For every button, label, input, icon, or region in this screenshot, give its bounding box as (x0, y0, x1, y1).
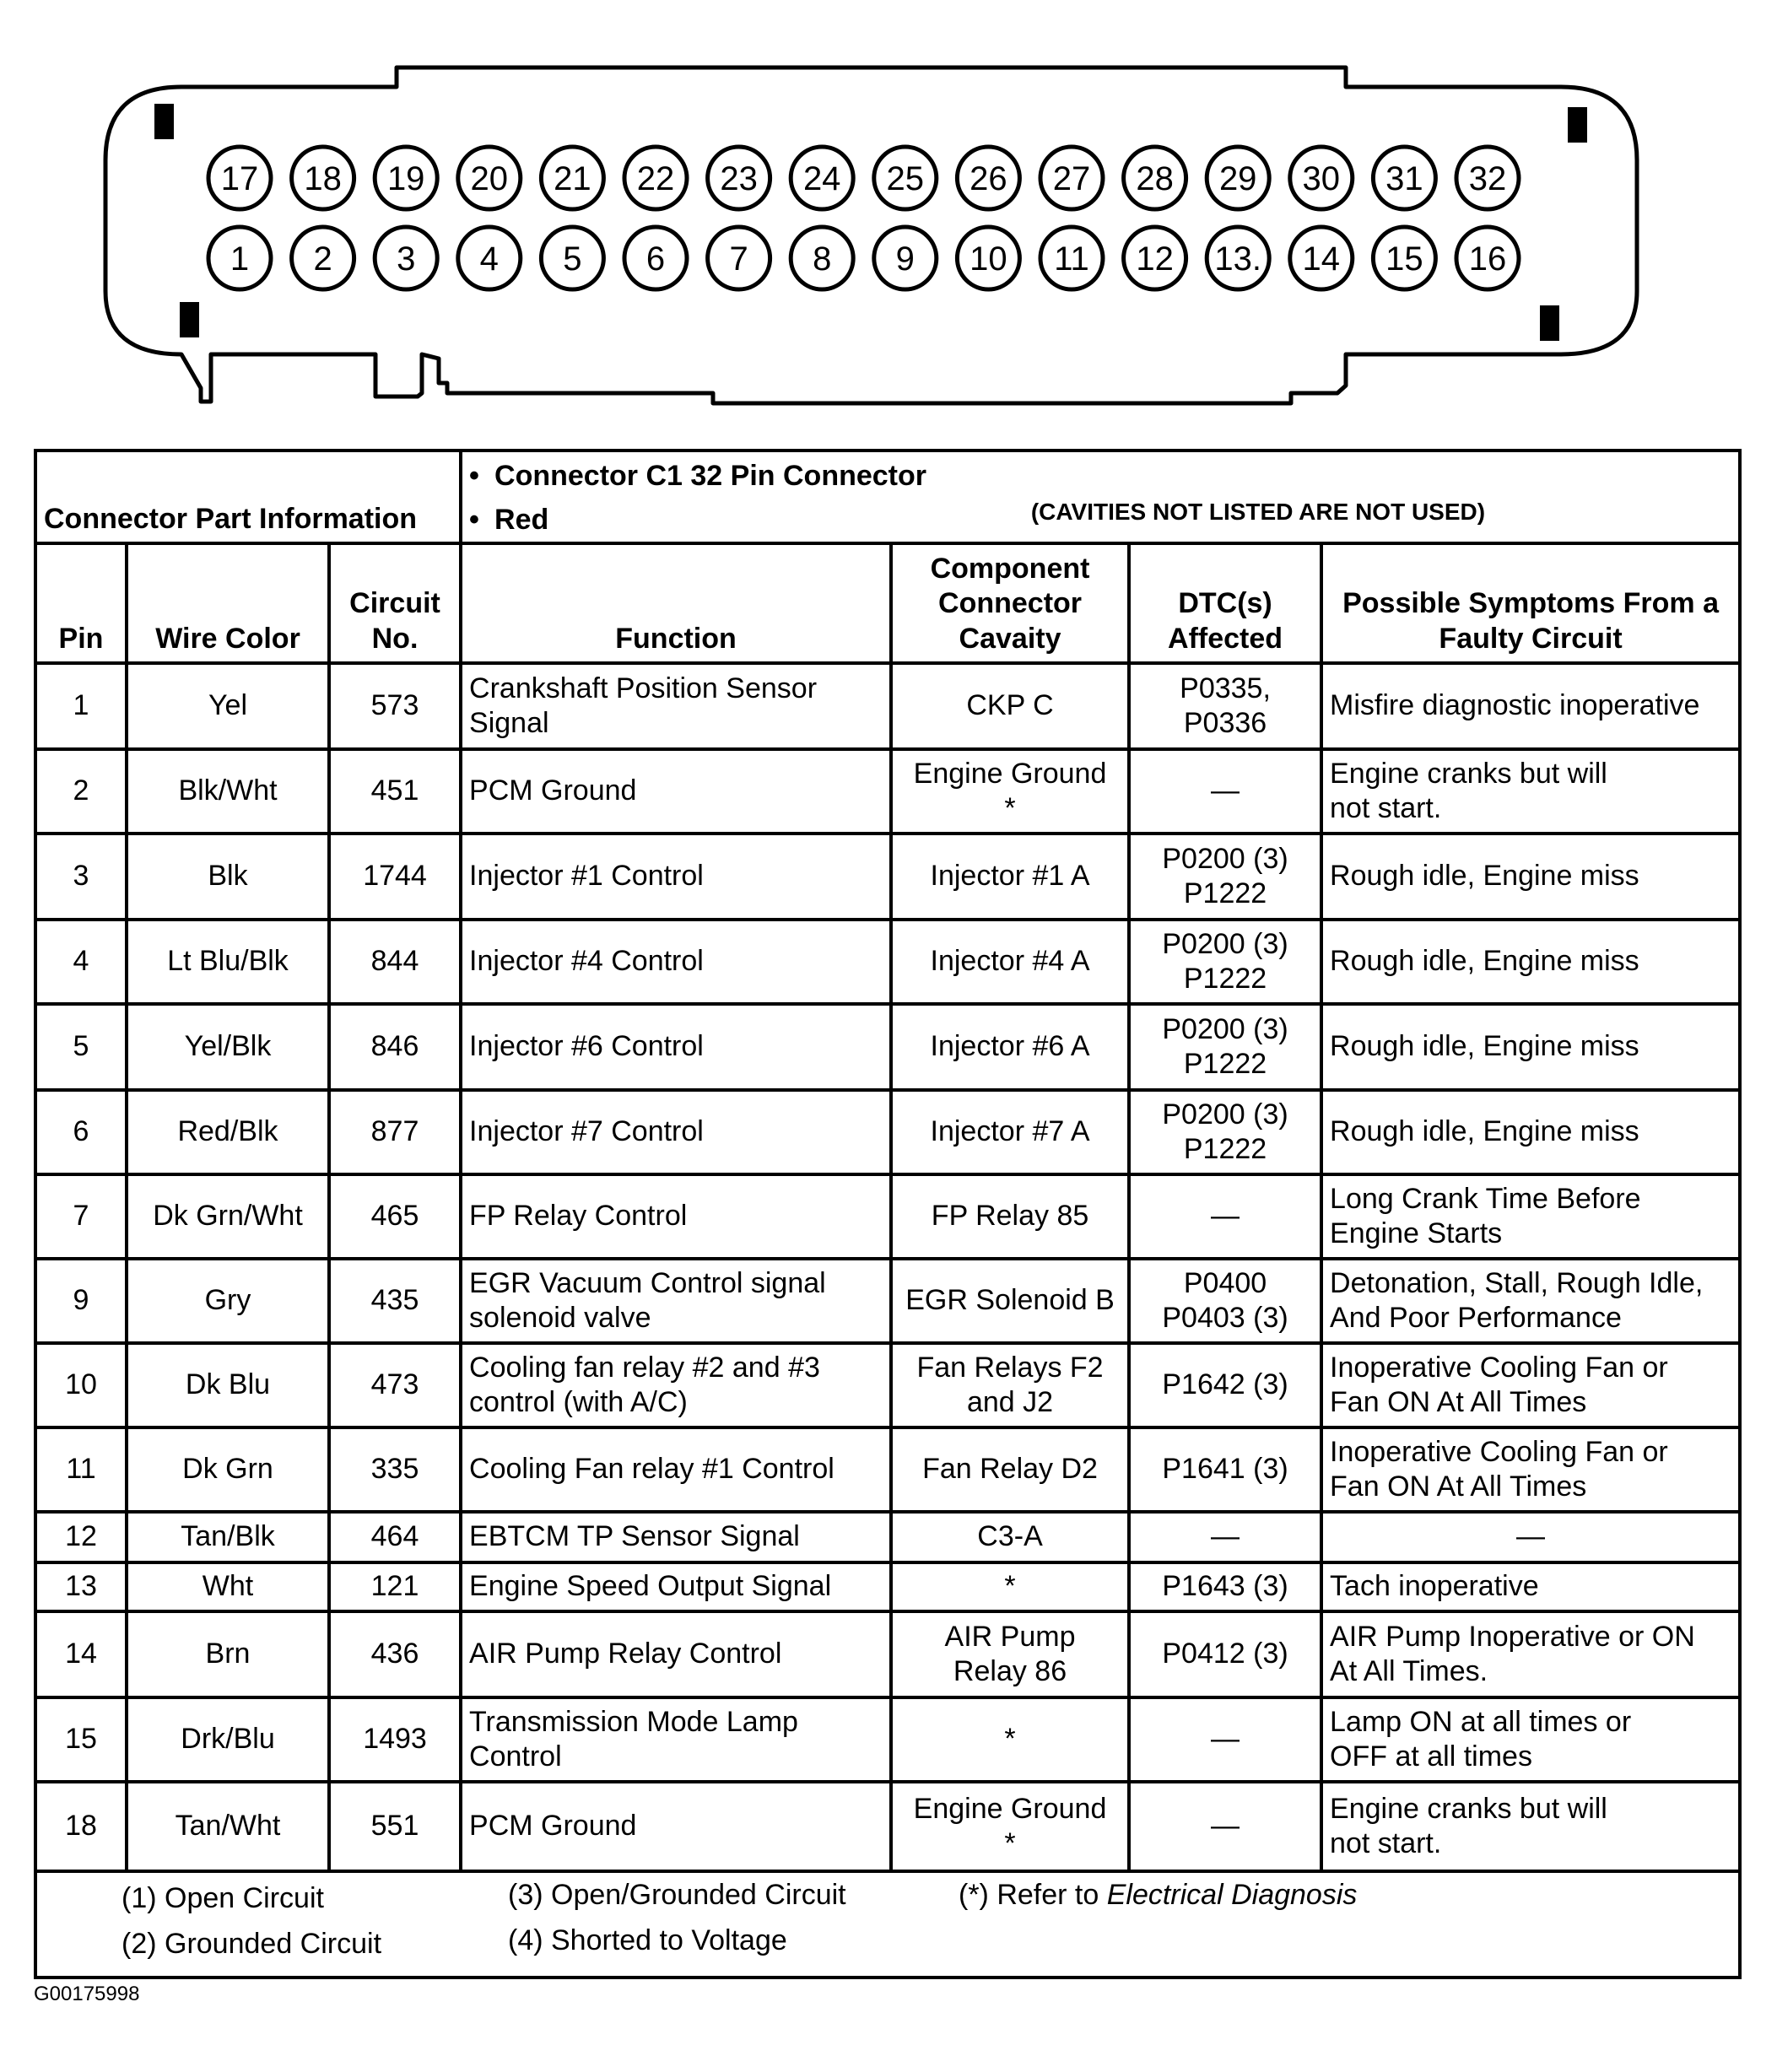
pin-cell: 3 (35, 834, 127, 920)
pin-cell: 18 (35, 1782, 127, 1871)
wire-color-cell: Brn (127, 1611, 329, 1697)
wire-color-cell: Dk Grn (127, 1427, 329, 1512)
symptom-cell (1321, 663, 1740, 749)
function-cell-line: PCM Ground (469, 1810, 637, 1843)
function-cell (461, 834, 891, 920)
header-circuit-no-line: Circuit (349, 587, 440, 620)
function-cell-line: AIR Pump Relay Control (469, 1638, 782, 1670)
pin-cell: 15 (35, 1697, 127, 1782)
cavity-cell (891, 1090, 1129, 1174)
legend-open-grounded: (3) Open/Grounded Circuit (508, 1879, 846, 1911)
dtc-cell (1129, 1782, 1321, 1871)
dtc-cell-line: P1641 (3) (1162, 1453, 1288, 1486)
cavity-cell (891, 1512, 1129, 1562)
function-cell-line: EGR Vacuum Control signal (469, 1266, 826, 1299)
latch-tab-bottom-right (1540, 305, 1559, 341)
function-cell (461, 1611, 891, 1697)
legend-grounded: (2) Grounded Circuit (122, 1928, 382, 1960)
circuit-cell: 464 (329, 1512, 461, 1562)
cavity-cell-line: * (1004, 1570, 1016, 1603)
header-symptoms (1321, 543, 1740, 663)
table-row (35, 1611, 1740, 1697)
cavity-cell (891, 1562, 1129, 1611)
pin-number: 24 (802, 160, 841, 197)
circuit-cell: 465 (329, 1174, 461, 1259)
header-dtc-line: Affected (1168, 622, 1283, 655)
table-row (35, 1427, 1740, 1512)
symptom-cell (1321, 1090, 1740, 1174)
symptom-cell-line: Rough idle, Engine miss (1330, 1115, 1639, 1148)
dtc-cell-line: P0200 (3) (1162, 1012, 1288, 1045)
table-row (35, 1512, 1740, 1562)
pin-cell: 12 (35, 1512, 127, 1562)
symptom-cell (1321, 1174, 1740, 1259)
cavity-cell-line: Injector #7 A (930, 1115, 1090, 1148)
dtc-cell-line: — (1211, 1200, 1240, 1233)
header-function: Function (461, 543, 891, 663)
circuit-cell: 436 (329, 1611, 461, 1697)
cavity-cell (891, 834, 1129, 920)
pin-number: 4 (479, 240, 499, 278)
pin-number: 15 (1385, 240, 1423, 278)
header-circuit-no (329, 543, 461, 663)
circuit-cell: 435 (329, 1259, 461, 1343)
dtc-cell (1129, 1090, 1321, 1174)
function-cell-line: EBTCM TP Sensor Signal (469, 1520, 800, 1553)
pin-number: 27 (1052, 160, 1091, 197)
header-dtc (1129, 543, 1321, 663)
cavity-cell (891, 663, 1129, 749)
circuit-cell: 877 (329, 1090, 461, 1174)
pin-table (34, 449, 1742, 1979)
wire-color-cell: Tan/Wht (127, 1782, 329, 1871)
cavity-cell-line: and J2 (966, 1386, 1054, 1418)
pin-row-top (208, 147, 1519, 209)
pin-number: 25 (886, 160, 925, 197)
wire-color-cell: Blk/Wht (127, 749, 329, 834)
pin-number: 22 (636, 160, 675, 197)
header-circuit-no-line: No. (371, 622, 419, 655)
dtc-cell (1129, 1427, 1321, 1512)
symptom-cell (1321, 1427, 1740, 1512)
cavity-cell-line: AIR Pump (944, 1620, 1076, 1653)
symptom-cell-line: Engine Starts (1330, 1217, 1503, 1249)
cavity-cell-line: CKP C (966, 689, 1054, 722)
circuit-cell: 451 (329, 749, 461, 834)
symptom-cell (1321, 1512, 1740, 1562)
pin-number: 16 (1468, 240, 1507, 278)
dtc-cell-line: P1222 (1183, 1048, 1267, 1080)
symptom-cell-line: Fan ON At All Times (1330, 1470, 1587, 1503)
function-cell-line: FP Relay Control (469, 1200, 688, 1233)
wire-color-cell: Yel/Blk (127, 1004, 329, 1090)
function-cell (461, 1562, 891, 1611)
circuit-cell: 1744 (329, 834, 461, 920)
function-cell (461, 749, 891, 834)
symptom-cell (1321, 1697, 1740, 1782)
cavity-cell-line: * (1004, 1723, 1016, 1756)
table-row (35, 1004, 1740, 1090)
function-cell-line: solenoid valve (469, 1302, 651, 1334)
part-info-item: • Connector C1 32 Pin Connector (469, 454, 1731, 498)
symptom-cell-line: not start. (1330, 1827, 1442, 1859)
legend-refer-prefix: (*) Refer to (959, 1879, 1107, 1911)
pin-number: 20 (470, 160, 509, 197)
pin-number: 12 (1136, 240, 1174, 278)
header-cavity-line: Connector (938, 587, 1083, 620)
latch-tab-bottom-left (180, 302, 199, 337)
pin-number: 31 (1385, 160, 1423, 197)
function-cell-line: control (with A/C) (469, 1386, 688, 1418)
pin-number: 11 (1054, 240, 1089, 278)
dtc-cell-line: P0336 (1183, 707, 1267, 739)
symptom-cell-line: Inoperative Cooling Fan or (1330, 1435, 1668, 1468)
table-row (35, 663, 1740, 749)
symptom-cell (1321, 1562, 1740, 1611)
dtc-cell-line: — (1211, 1810, 1240, 1843)
cavity-cell-line: Engine Ground (913, 757, 1107, 790)
wire-color-cell: Red/Blk (127, 1090, 329, 1174)
pin-cell: 6 (35, 1090, 127, 1174)
pin-number: 10 (970, 240, 1007, 278)
pin-cell: 10 (35, 1343, 127, 1427)
circuit-cell: 473 (329, 1343, 461, 1427)
symptom-cell-line: At All Times. (1330, 1655, 1488, 1687)
table-row (35, 1090, 1740, 1174)
pin-number: 32 (1468, 160, 1507, 197)
dtc-cell-line: P1222 (1183, 963, 1267, 995)
pin-number: 14 (1302, 240, 1341, 278)
function-cell-line: Cooling fan relay #2 and #3 (469, 1351, 820, 1384)
wire-color-cell: Wht (127, 1562, 329, 1611)
function-cell (461, 1259, 891, 1343)
cavity-cell (891, 1427, 1129, 1512)
symptom-cell-line: not start. (1330, 792, 1442, 824)
function-cell (461, 1004, 891, 1090)
dtc-cell-line: — (1211, 1723, 1240, 1756)
wire-color-cell: Tan/Blk (127, 1512, 329, 1562)
wire-color-cell: Drk/Blu (127, 1697, 329, 1782)
circuit-cell: 844 (329, 920, 461, 1004)
header-dtc-line: DTC(s) (1178, 587, 1272, 620)
table-row (35, 834, 1740, 920)
pin-cell: 7 (35, 1174, 127, 1259)
table-row (35, 1343, 1740, 1427)
pin-number: 3 (397, 240, 416, 278)
circuit-cell: 121 (329, 1562, 461, 1611)
cavity-cell (891, 1782, 1129, 1871)
symptom-cell-line: — (1516, 1520, 1546, 1553)
function-cell-line: Crankshaft Position Sensor (469, 672, 818, 704)
cavity-cell (891, 1004, 1129, 1090)
wire-color-cell: Lt Blu/Blk (127, 920, 329, 1004)
part-info-details (461, 451, 1740, 543)
symptom-cell-line: Engine cranks but will (1330, 1792, 1607, 1825)
dtc-cell-line: P1222 (1183, 877, 1267, 909)
symptom-cell-line: Long Crank Time Before (1330, 1182, 1641, 1215)
pin-number: 30 (1302, 160, 1341, 197)
symptom-cell (1321, 834, 1740, 920)
pin-number: 7 (729, 240, 748, 278)
cavity-cell-line: C3-A (977, 1520, 1043, 1553)
pin-number: 13. (1214, 240, 1262, 278)
latch-tab-top-right (1568, 107, 1587, 143)
dtc-cell (1129, 1562, 1321, 1611)
symptom-cell-line: Misfire diagnostic inoperative (1330, 689, 1700, 722)
pin-number: 26 (970, 160, 1007, 197)
pin-cell: 13 (35, 1562, 127, 1611)
dtc-cell (1129, 749, 1321, 834)
pin-number: 21 (554, 160, 591, 197)
circuit-cell: 846 (329, 1004, 461, 1090)
pin-number: 2 (313, 240, 332, 278)
figure-id: G00175998 (34, 1983, 140, 2005)
dtc-cell-line: — (1211, 1520, 1240, 1553)
legend-shorted: (4) Shorted to Voltage (508, 1924, 787, 1956)
dtc-cell-line: P0412 (3) (1162, 1638, 1288, 1670)
legend (35, 1871, 1740, 1978)
pin-number: 19 (386, 160, 425, 197)
pin-number: 8 (813, 240, 832, 278)
dtc-cell-line: P0200 (3) (1162, 927, 1288, 960)
wire-color-cell: Gry (127, 1259, 329, 1343)
dtc-cell-line: P1222 (1183, 1133, 1267, 1165)
symptom-cell-line: OFF at all times (1330, 1740, 1532, 1773)
cavity-cell (891, 1174, 1129, 1259)
pin-cell: 1 (35, 663, 127, 749)
header-pin: Pin (35, 543, 127, 663)
dtc-cell (1129, 1174, 1321, 1259)
dtc-cell (1129, 1343, 1321, 1427)
cavity-cell-line: * (1004, 1827, 1016, 1859)
header-symptoms-line: Possible Symptoms From a (1342, 587, 1719, 620)
cavity-cell-line: Fan Relay D2 (922, 1453, 1098, 1486)
dtc-cell-line: P1642 (3) (1162, 1368, 1288, 1401)
part-info-item: • Red (469, 498, 1731, 542)
pin-number: 17 (220, 160, 259, 197)
table-row (35, 1562, 1740, 1611)
function-cell-line: Transmission Mode Lamp (469, 1705, 798, 1738)
function-cell (461, 1782, 891, 1871)
function-cell-line: Cooling Fan relay #1 Control (469, 1453, 834, 1486)
header-cavity-line: Cavaity (959, 622, 1061, 655)
dtc-cell-line: P1643 (3) (1162, 1570, 1288, 1603)
symptom-cell (1321, 1004, 1740, 1090)
function-cell (461, 1090, 891, 1174)
cavity-cell-line: * (1004, 792, 1016, 824)
cavity-cell (891, 1259, 1129, 1343)
symptom-cell (1321, 920, 1740, 1004)
pin-cell: 9 (35, 1259, 127, 1343)
header-symptoms-line: Faulty Circuit (1439, 622, 1623, 655)
symptom-cell (1321, 749, 1740, 834)
cavity-cell-line: Injector #6 A (930, 1030, 1090, 1063)
function-cell (461, 1427, 891, 1512)
dtc-cell (1129, 1512, 1321, 1562)
connector-outline (105, 67, 1637, 403)
pin-cell: 11 (35, 1427, 127, 1512)
pin-number: 9 (895, 240, 915, 278)
function-cell-line: Injector #4 Control (469, 945, 704, 978)
dtc-cell (1129, 1259, 1321, 1343)
cavity-cell-line: Fan Relays F2 (916, 1351, 1104, 1384)
dtc-cell (1129, 834, 1321, 920)
pin-cell: 2 (35, 749, 127, 834)
symptom-cell-line: Rough idle, Engine miss (1330, 860, 1639, 893)
function-cell (461, 1697, 891, 1782)
circuit-cell: 573 (329, 663, 461, 749)
legend-refer-italic: Electrical Diagnosis (1106, 1879, 1358, 1911)
header-wire-color: Wire Color (127, 543, 329, 663)
symptom-cell-line: Detonation, Stall, Rough Idle, (1330, 1266, 1704, 1299)
cavity-cell-line: Injector #1 A (930, 860, 1090, 893)
table-row (35, 920, 1740, 1004)
cavities-note: (CAVITIES NOT LISTED ARE NOT USED) (1030, 499, 1486, 525)
pin-row-bottom (208, 227, 1519, 289)
function-cell-line: Engine Speed Output Signal (469, 1570, 832, 1603)
dtc-cell-line: P0200 (3) (1162, 842, 1288, 875)
symptom-cell-line: Rough idle, Engine miss (1330, 945, 1639, 978)
dtc-cell (1129, 920, 1321, 1004)
pin-number: 29 (1218, 160, 1257, 197)
symptom-cell (1321, 1259, 1740, 1343)
table-row (35, 1174, 1740, 1259)
cavity-cell-line: Engine Ground (913, 1792, 1107, 1825)
cavity-cell (891, 920, 1129, 1004)
pin-number: 5 (563, 240, 582, 278)
function-cell (461, 1512, 891, 1562)
table-row (35, 1697, 1740, 1782)
cavity-cell (891, 1343, 1129, 1427)
symptom-cell-line: And Poor Performance (1330, 1302, 1622, 1334)
pin-number: 18 (304, 160, 342, 197)
symptom-cell-line: AIR Pump Inoperative or ON (1330, 1620, 1695, 1653)
symptom-cell (1321, 1343, 1740, 1427)
function-cell (461, 1343, 891, 1427)
symptom-cell-line: Fan ON At All Times (1330, 1386, 1587, 1418)
function-cell-line: Injector #7 Control (469, 1115, 704, 1148)
dtc-cell-line: P0335, (1180, 672, 1271, 704)
circuit-cell: 551 (329, 1782, 461, 1871)
cavity-cell-line: Injector #4 A (930, 945, 1090, 978)
function-cell-line: Injector #6 Control (469, 1030, 704, 1063)
wire-color-cell: Dk Grn/Wht (127, 1174, 329, 1259)
cavity-cell (891, 749, 1129, 834)
wire-color-cell: Blk (127, 834, 329, 920)
symptom-cell-line: Rough idle, Engine miss (1330, 1030, 1639, 1063)
function-cell (461, 920, 891, 1004)
symptom-cell-line: Inoperative Cooling Fan or (1330, 1351, 1668, 1384)
function-cell (461, 1174, 891, 1259)
pin-cell: 14 (35, 1611, 127, 1697)
symptom-cell-line: Tach inoperative (1330, 1570, 1539, 1603)
table-row (35, 1259, 1740, 1343)
legend-refer (959, 1878, 1357, 1913)
dtc-cell-line: P0400 (1183, 1266, 1267, 1299)
function-cell-line: PCM Ground (469, 774, 637, 807)
table-row (35, 1782, 1740, 1871)
pin-number: 1 (230, 240, 250, 278)
symptom-cell (1321, 1611, 1740, 1697)
cavity-cell-line: EGR Solenoid B (905, 1284, 1115, 1317)
pin-number: 6 (645, 240, 666, 278)
wire-color-cell: Dk Blu (127, 1343, 329, 1427)
pin-number: 28 (1136, 160, 1174, 197)
dtc-cell (1129, 1004, 1321, 1090)
circuit-cell: 1493 (329, 1697, 461, 1782)
function-cell (461, 663, 891, 749)
cavity-cell (891, 1611, 1129, 1697)
pin-cell: 4 (35, 920, 127, 1004)
part-info-row (35, 451, 1740, 543)
symptom-cell (1321, 1782, 1740, 1871)
symptom-cell-line: Lamp ON at all times or (1330, 1705, 1632, 1738)
circuit-cell: 335 (329, 1427, 461, 1512)
cavity-cell-line: Relay 86 (953, 1655, 1067, 1687)
dtc-cell-line: P0200 (3) (1162, 1098, 1288, 1130)
pin-cell: 5 (35, 1004, 127, 1090)
dtc-cell-line: P0403 (3) (1162, 1302, 1288, 1334)
header-row (35, 543, 1740, 663)
dtc-cell (1129, 1697, 1321, 1782)
table-row (35, 749, 1740, 834)
header-cavity (891, 543, 1129, 663)
symptom-cell-line: Engine cranks but will (1330, 757, 1607, 790)
legend-row (35, 1871, 1740, 1978)
legend-open: (1) Open Circuit (122, 1882, 324, 1914)
pin-number: 23 (720, 160, 758, 197)
dtc-cell (1129, 663, 1321, 749)
connector-diagram (0, 0, 1777, 422)
dtc-cell (1129, 1611, 1321, 1697)
wire-color-cell: Yel (127, 663, 329, 749)
cavity-cell-line: FP Relay 85 (931, 1200, 1089, 1233)
dtc-cell-line: — (1211, 774, 1240, 807)
cavity-cell (891, 1697, 1129, 1782)
function-cell-line: Injector #1 Control (469, 860, 704, 893)
part-info-label: Connector Part Information (35, 451, 461, 543)
function-cell-line: Control (469, 1740, 562, 1773)
latch-tab-top-left (154, 104, 174, 139)
function-cell-line: Signal (469, 707, 549, 739)
header-cavity-line: Component (930, 552, 1090, 585)
